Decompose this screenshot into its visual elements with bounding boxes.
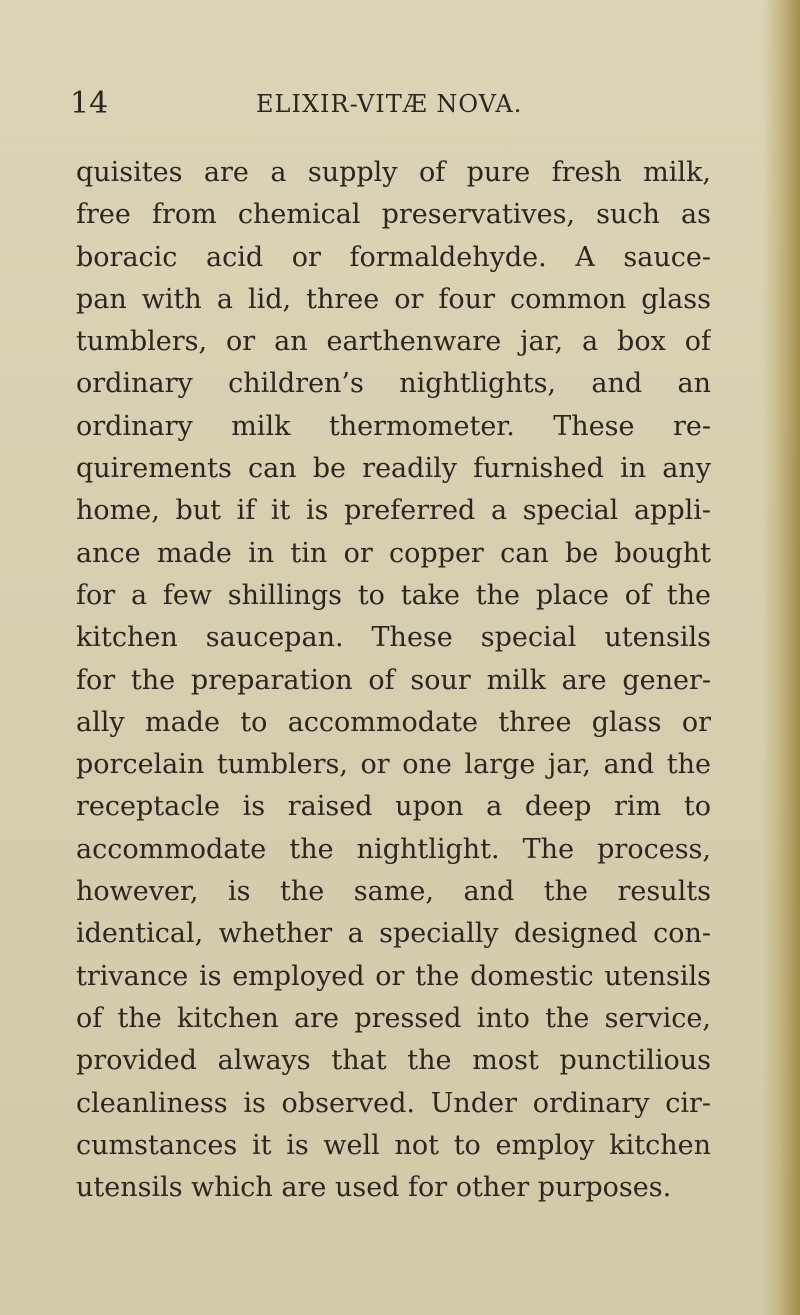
text-line: of the kitchen are pressed into the service, [76,1002,711,1034]
text-line: free from chemical preservatives, such as [76,199,711,231]
page-header [70,86,750,126]
text-line: trivance is employed or the domestic utensils [76,960,711,992]
text-line: ally made to accommodate three glass or [76,706,711,738]
text-line: identical, whether a specially designed con- [76,918,711,950]
text-line: provided always that the most punctilious [76,1045,711,1077]
text-line: ordinary children’s nightlights, and an [76,368,711,400]
page-number: 14 [70,86,109,121]
text-line: cumstances it is well not to employ kitchen [76,1129,711,1161]
text-line: porcelain tumblers, or one large jar, and the [76,749,711,781]
text-line: utensils which are used for other purposes. [76,1172,672,1204]
text-line: for the preparation of sour milk are gener- [76,664,711,696]
text-line: pan with a lid, three or four common glass [76,283,711,315]
body-text [76,152,711,1209]
running-head: ELIXIR-VITÆ NOVA. [256,90,523,118]
text-line: home, but if it is preferred a special appli- [76,495,711,527]
text-line: boracic acid or formaldehyde. A sauce- [76,241,711,273]
text-line: ance made in tin or copper can be bought [76,537,711,569]
text-line: accommodate the nightlight. The process, [76,833,711,865]
text-line: quirements can be readily furnished in any [76,453,711,485]
text-line: ordinary milk thermometer. These re- [76,410,711,442]
page-edge-shadow [762,0,800,1315]
text-line: quisites are a supply of pure fresh milk, [76,157,711,188]
text-line: however, is the same, and the results [76,876,711,908]
text-line: kitchen saucepan. These special utensils [76,622,711,654]
text-line: receptacle is raised upon a deep rim to [76,791,711,823]
text-line: cleanliness is observed. Under ordinary cir- [76,1087,711,1119]
text-line: tumblers, or an earthenware jar, a box of [76,326,711,358]
text-line: for a few shillings to take the place of the [76,579,711,611]
